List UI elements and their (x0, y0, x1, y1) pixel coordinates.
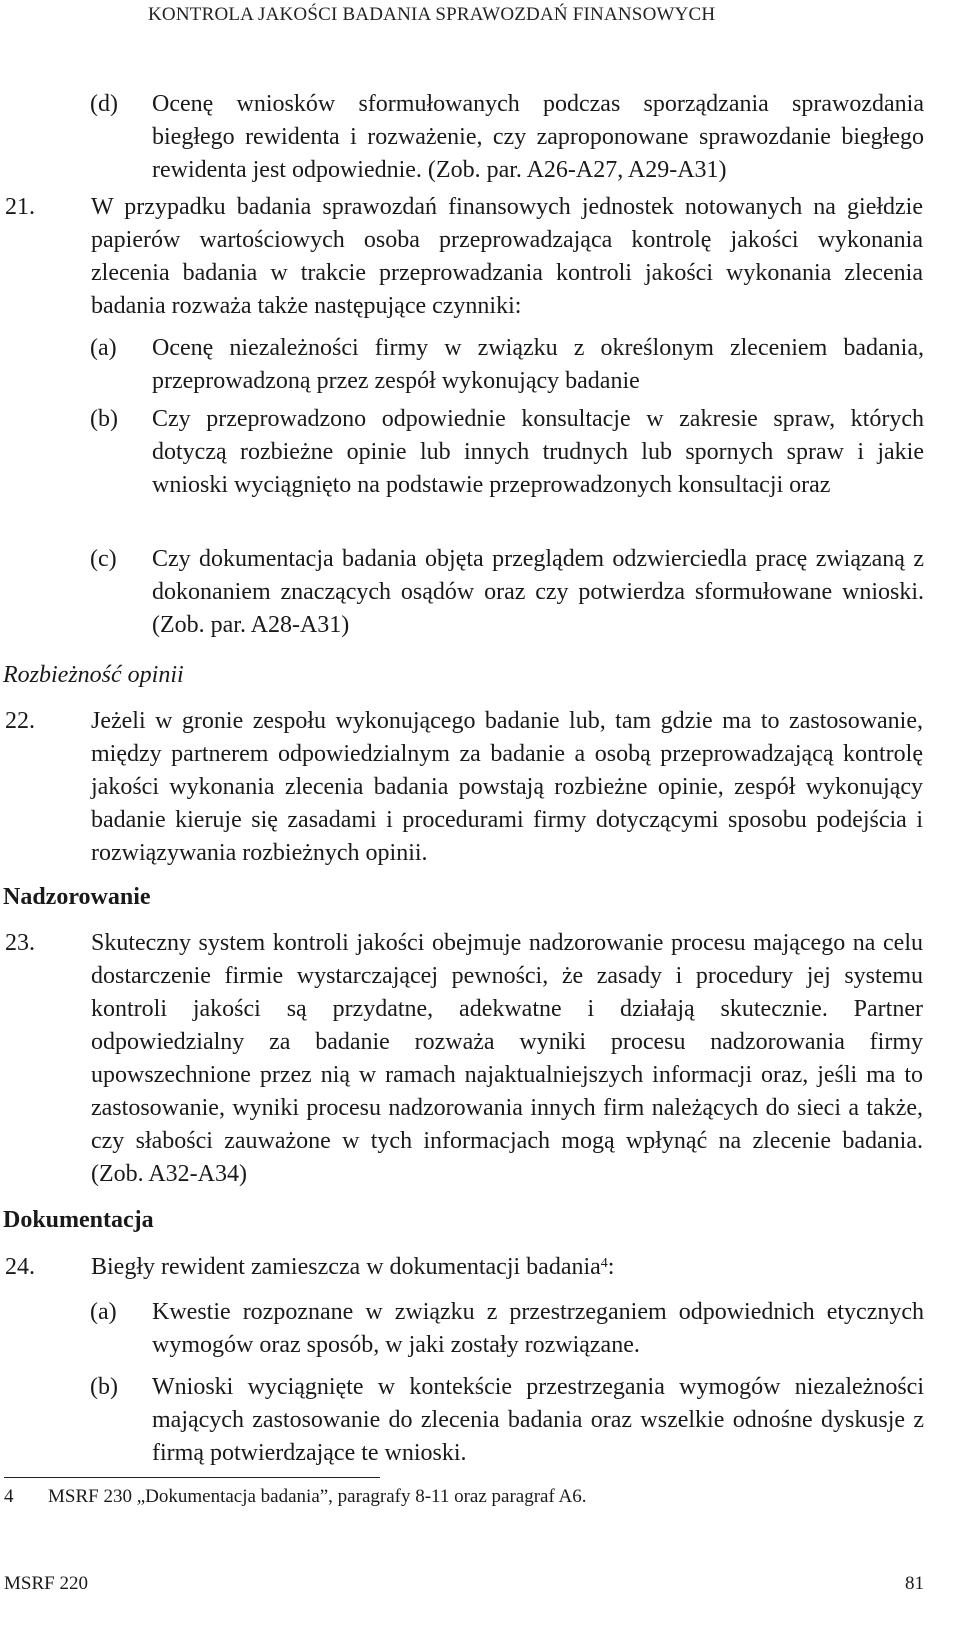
paragraph-text: Biegły rewident zamieszcza w dokumentacji badania (91, 1254, 601, 1280)
paragraph-number: 24. (5, 1254, 35, 1280)
paragraph-number: 22. (5, 708, 35, 734)
page-number: 81 (905, 1573, 924, 1594)
running-header: KONTROLA JAKOŚCI BADANIA SPRAWOZDAŃ FINANSOWYCH (148, 4, 716, 25)
list-item-label: (b) (90, 406, 118, 432)
list-item-text: Czy dokumentacja badania objęta przeglądem odzwierciedla pracę związaną z dokonaniem znaczących osądów oraz czy potwierdza sformułowane wnioski. (Zob. par. A28-A31) (152, 546, 924, 638)
list-item-21c (90, 543, 924, 642)
footnote (4, 1486, 587, 1508)
list-item-text: Czy przeprowadzono odpowiednie konsultacje w zakresie spraw, których dotyczą rozbieżne opinie lub innych trudnych lub spornych spraw i jakie wnioski wyciągnięto na podstawie przeprowadzonych konsultacji oraz (152, 406, 924, 498)
paragraph-22 (5, 705, 923, 870)
list-item-label: (b) (90, 1374, 118, 1400)
list-item-21b (90, 403, 924, 502)
paragraph-24 (5, 1251, 923, 1284)
paragraph-number: 21. (5, 194, 35, 220)
paragraph-text: Skuteczny system kontroli jakości obejmuje nadzorowanie procesu mającego na celu dostarczenie firmie wystarczającej pewności, że zasady i procedury jej systemu kontroli jakości są przydatne, adekwatne i działają skutecznie. Partner odpowiedzialny za badanie rozważa wyniki procesu nadzorowania firmy upowszechnione przez nią w ramach najaktualniejszych informacji oraz, jeśli ma to zastosowanie, wyniki procesu nadzorowania innych firm należących do sieci a także, czy słabości zauważone w tych informacjach mogą wpłynąć na zlecenie badania. (Zob. A32-A34) (91, 930, 923, 1187)
list-item-text: Wnioski wyciągnięte w kontekście przestrzegania wymogów niezależności mających zastosowanie do zlecenia badania oraz wszelkie odnośne dyskusje z firmą potwierdzające te wnioski. (152, 1374, 924, 1466)
paragraph-text: W przypadku badania sprawozdań finansowych jednostek notowanych na giełdzie papierów wartościowych osoba przeprowadzająca kontrolę jakości wykonania zlecenia badania w trakcie przeprowadzania kontroli jakości wykonania zlecenia badania rozważa także następujące czynniki: (91, 194, 923, 319)
list-item-text: Ocenę wniosków sformułowanych podczas sporządzania sprawozdania biegłego rewidenta i rozważenie, czy zaproponowane sprawozdanie biegłego rewidenta jest odpowiednie. (Zob. par. A26-A27, A29-A31) (152, 91, 924, 183)
footer-document-id: MSRF 220 (4, 1573, 88, 1594)
list-item-label: (a) (90, 335, 117, 361)
list-item-label: (c) (90, 546, 117, 572)
footnote-divider (4, 1477, 380, 1478)
footnote-number: 4 (4, 1486, 14, 1507)
list-item-label: (d) (90, 91, 118, 117)
paragraph-21 (5, 191, 923, 323)
paragraph-number: 23. (5, 930, 35, 956)
list-item-text: Kwestie rozpoznane w związku z przestrzeganiem odpowiednich etycznych wymogów oraz sposób, w jaki zostały rozwiązane. (152, 1299, 924, 1358)
section-heading-dokumentacja: Dokumentacja (3, 1207, 154, 1233)
section-heading-nadzorowanie: Nadzorowanie (3, 884, 151, 910)
section-heading-rozbieznosc: Rozbieżność opinii (3, 662, 184, 688)
list-item-21a (90, 332, 924, 398)
paragraph-suffix: : (607, 1254, 615, 1280)
list-item-24a (90, 1296, 924, 1362)
list-item-24b (90, 1371, 924, 1470)
list-item-label: (a) (90, 1299, 117, 1325)
footnote-text: MSRF 230 „Dokumentacja badania”, paragrafy 8-11 oraz paragraf A6. (48, 1486, 587, 1507)
paragraph-text: Jeżeli w gronie zespołu wykonującego badanie lub, tam gdzie ma to zastosowanie, między partnerem odpowiedzialnym za badanie a osobą przeprowadzającą kontrolę jakości wykonania zlecenia badania powstają rozbieżne opinie, zespół wykonujący badanie kieruje się zasadami i procedurami firmy dotyczącymi sposobu podejścia i rozwiązywania rozbieżnych opinii. (91, 708, 923, 866)
paragraph-23 (5, 927, 923, 1191)
list-item-text: Ocenę niezależności firmy w związku z określonym zleceniem badania, przeprowadzoną przez zespół wykonujący badanie (152, 335, 924, 394)
list-item-d (90, 88, 924, 187)
footnote-reference[interactable]: 4 (600, 1256, 608, 1271)
